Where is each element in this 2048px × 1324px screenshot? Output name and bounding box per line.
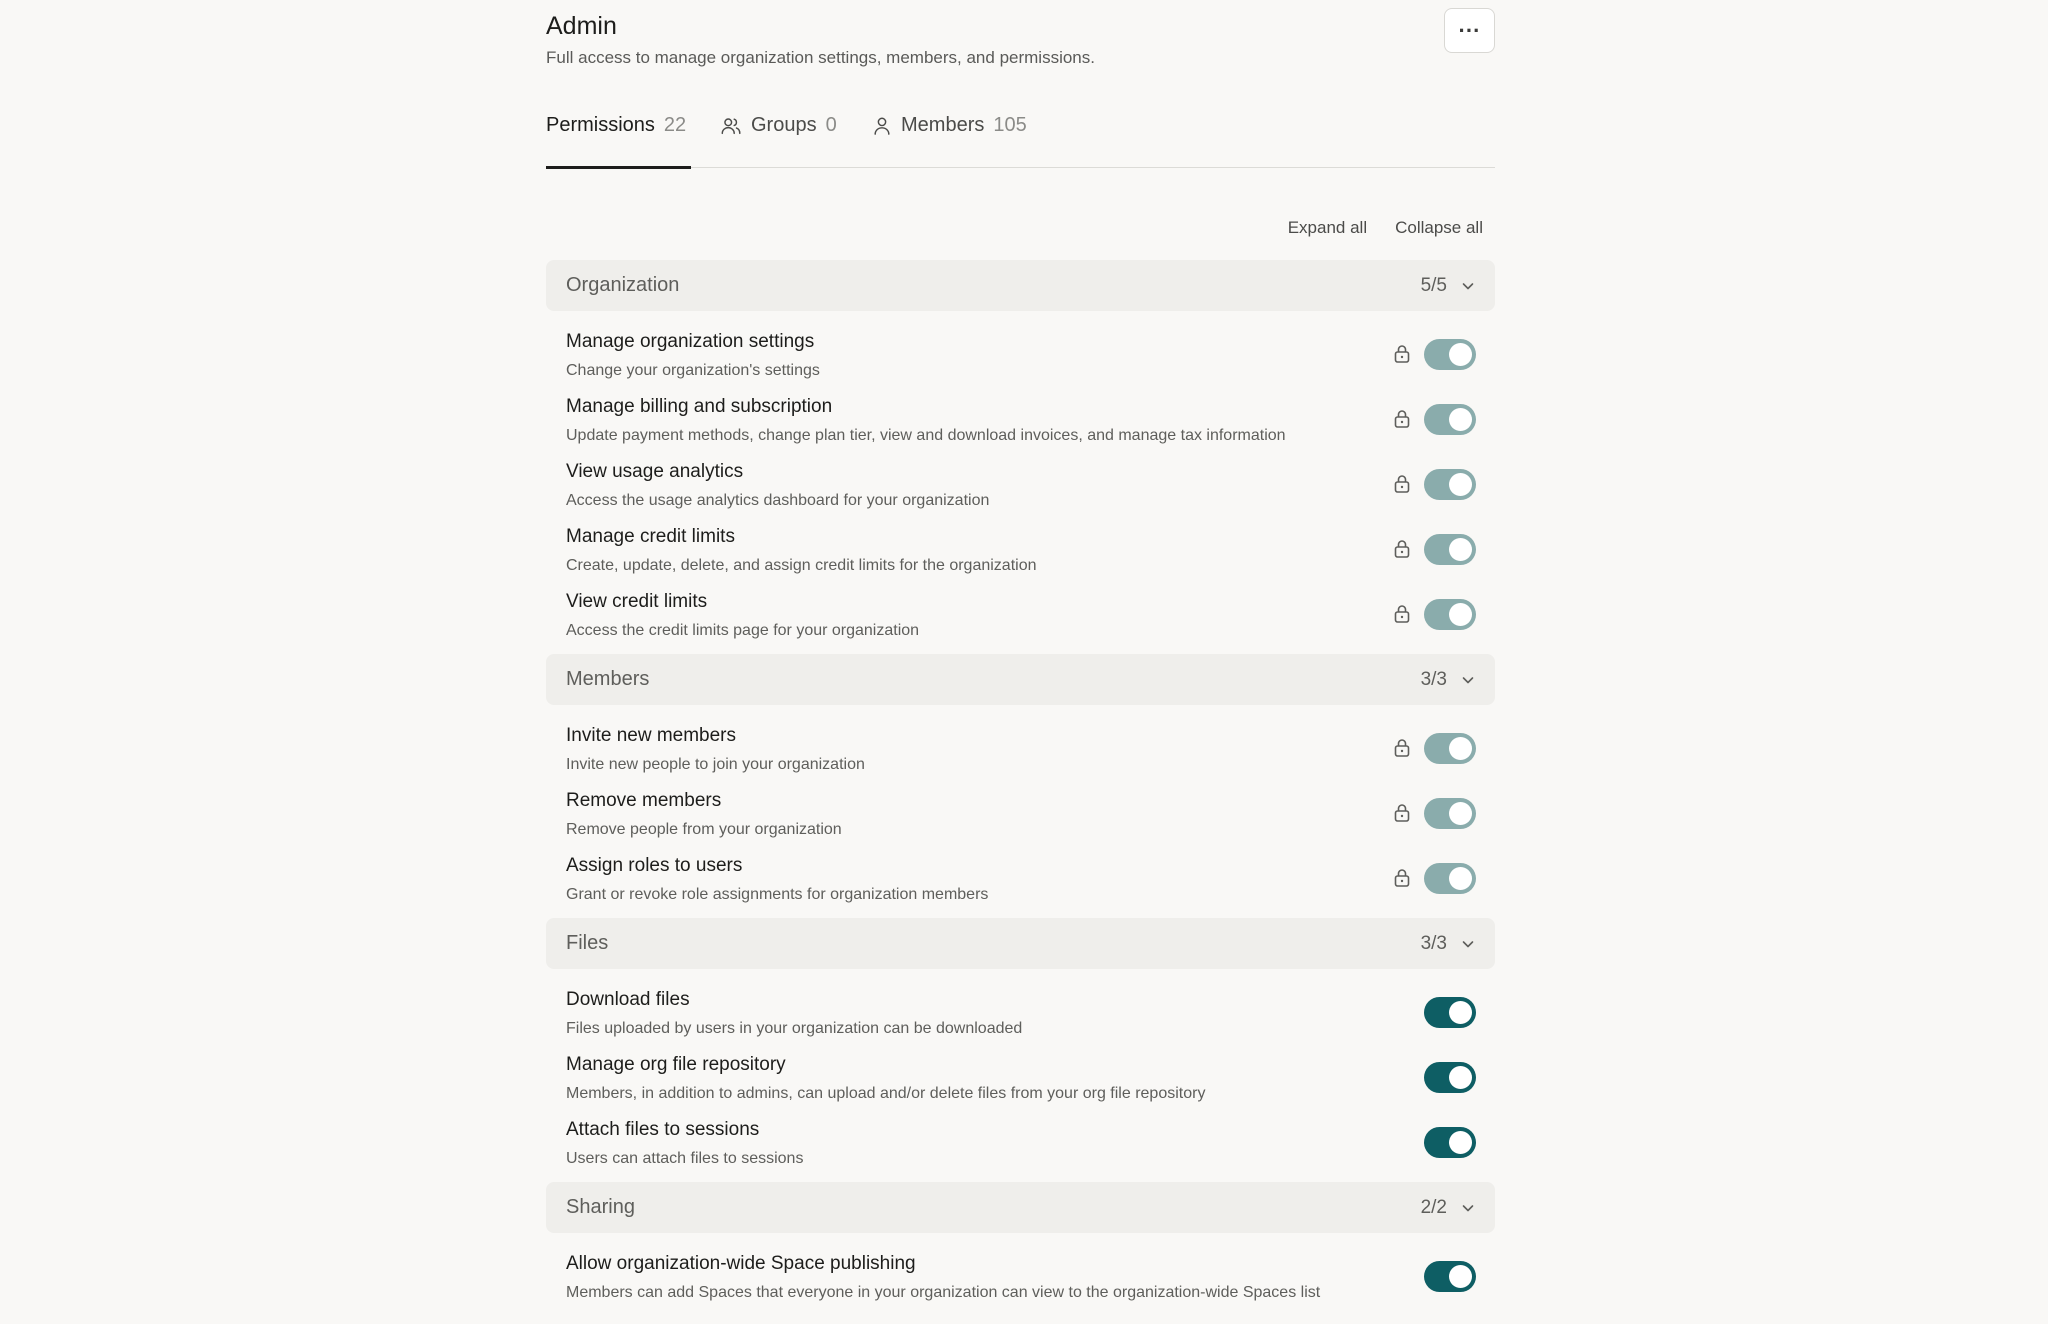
section-title: Organization: [566, 274, 680, 296]
permission-row: [546, 977, 1495, 1042]
tab-permissions[interactable]: [546, 114, 691, 168]
permission-name: View usage analytics: [566, 461, 744, 482]
permission-toggle[interactable]: [1424, 469, 1476, 500]
tab-label: Members: [901, 114, 985, 136]
users-icon: [720, 114, 751, 143]
tab-count: 22: [663, 114, 687, 136]
section-count: 3/3: [1420, 932, 1447, 954]
permission-row: [546, 713, 1495, 778]
permission-row: [546, 319, 1495, 384]
section-files: [546, 918, 1495, 1182]
tab-members[interactable]: [872, 114, 1027, 168]
tab-label: Groups: [751, 114, 817, 136]
lock-icon: [1393, 737, 1411, 759]
permission-description: Update payment methods, change plan tier, view and download invoices, and manage tax information: [566, 427, 1286, 444]
permission-row: [546, 1042, 1495, 1107]
chevron-down-icon[interactable]: [1461, 939, 1475, 949]
chevron-down-icon[interactable]: [1461, 1203, 1475, 1213]
section-count: 2/2: [1420, 1196, 1447, 1218]
permission-toggle[interactable]: [1424, 1062, 1476, 1093]
tab-label: Permissions: [546, 114, 655, 136]
tab-count: 105: [993, 114, 1027, 136]
permission-name: Attach files to sessions: [566, 1119, 760, 1140]
permission-row: [546, 514, 1495, 579]
permission-name: Assign roles to users: [566, 855, 743, 876]
section-title: Sharing: [566, 1196, 635, 1218]
section-header[interactable]: [546, 918, 1495, 969]
permission-toggle[interactable]: [1424, 798, 1476, 829]
permission-description: Files uploaded by users in your organization can be downloaded: [566, 1020, 1023, 1037]
role-detail-page: [546, 0, 1495, 1301]
permission-description: Members, in addition to admins, can upload and/or delete files from your org file repository: [566, 1085, 1206, 1102]
permission-name: Manage org file repository: [566, 1054, 786, 1075]
permission-description: Members can add Spaces that everyone in your organization can view to the organization-wide Spaces list: [566, 1284, 1321, 1301]
permission-row: [546, 579, 1495, 644]
section-members: [546, 654, 1495, 918]
permission-row: [546, 384, 1495, 449]
permission-name: Download files: [566, 989, 690, 1010]
permission-toggle[interactable]: [1424, 997, 1476, 1028]
permission-description: Users can attach files to sessions: [566, 1150, 804, 1167]
lock-icon: [1393, 473, 1411, 495]
chevron-down-icon[interactable]: [1461, 675, 1475, 685]
section-header[interactable]: [546, 654, 1495, 705]
permission-toggle[interactable]: [1424, 733, 1476, 764]
permission-row: [546, 449, 1495, 514]
tab-bar: [546, 100, 1495, 168]
permission-toggle[interactable]: [1424, 534, 1476, 565]
permission-description: Access the credit limits page for your organization: [566, 622, 920, 639]
permission-description: Change your organization's settings: [566, 362, 820, 379]
more-options-button[interactable]: ···: [1444, 8, 1495, 53]
page-title: Admin: [546, 12, 617, 40]
section-sharing: [546, 1182, 1495, 1316]
section-header[interactable]: [546, 1182, 1495, 1233]
permission-name: Manage credit limits: [566, 526, 735, 547]
permission-toggle[interactable]: [1424, 339, 1476, 370]
section-count: 3/3: [1420, 668, 1447, 690]
section-header[interactable]: [546, 260, 1495, 311]
page-subtitle: Full access to manage organization settings, members, and permissions.: [546, 48, 1095, 67]
section-title: Members: [566, 668, 650, 690]
permission-toggle[interactable]: [1424, 1127, 1476, 1158]
permission-name: Manage organization settings: [566, 331, 815, 352]
section-count: 5/5: [1420, 274, 1447, 296]
lock-icon: [1393, 408, 1411, 430]
permission-description: Access the usage analytics dashboard for your organization: [566, 492, 990, 509]
lock-icon: [1393, 603, 1411, 625]
permission-name: Allow organization-wide Space publishing: [566, 1253, 916, 1274]
permission-description: Remove people from your organization: [566, 821, 842, 838]
permission-row: [546, 1241, 1495, 1306]
permission-row: [546, 778, 1495, 843]
permission-toggle[interactable]: [1424, 863, 1476, 894]
permission-toggle[interactable]: [1424, 404, 1476, 435]
lock-icon: [1393, 802, 1411, 824]
permission-description: Invite new people to join your organization: [566, 756, 865, 773]
section-organization: [546, 260, 1495, 654]
permission-name: Remove members: [566, 790, 722, 811]
chevron-down-icon[interactable]: [1461, 281, 1475, 291]
tab-count: 0: [825, 114, 837, 136]
permission-description: Create, update, delete, and assign credit limits for the organization: [566, 557, 1037, 574]
permission-description: Grant or revoke role assignments for organization members: [566, 886, 989, 903]
permission-name: Invite new members: [566, 725, 737, 746]
expand-collapse-controls: [1288, 218, 1483, 238]
collapse-all-button[interactable]: Collapse all: [1395, 218, 1483, 237]
permissions-list: [546, 260, 1495, 1316]
tab-groups[interactable]: [720, 114, 837, 168]
page-header: [546, 0, 1495, 80]
permission-row: [546, 843, 1495, 908]
lock-icon: [1393, 538, 1411, 560]
expand-all-button[interactable]: Expand all: [1287, 218, 1368, 237]
permission-row: [546, 1107, 1495, 1172]
permission-toggle[interactable]: [1424, 1261, 1476, 1292]
lock-icon: [1393, 343, 1411, 365]
user-icon: [872, 114, 901, 143]
permission-name: View credit limits: [566, 591, 708, 612]
section-title: Files: [566, 932, 609, 954]
permission-toggle[interactable]: [1424, 599, 1476, 630]
permission-name: Manage billing and subscription: [566, 396, 833, 417]
lock-icon: [1393, 867, 1411, 889]
